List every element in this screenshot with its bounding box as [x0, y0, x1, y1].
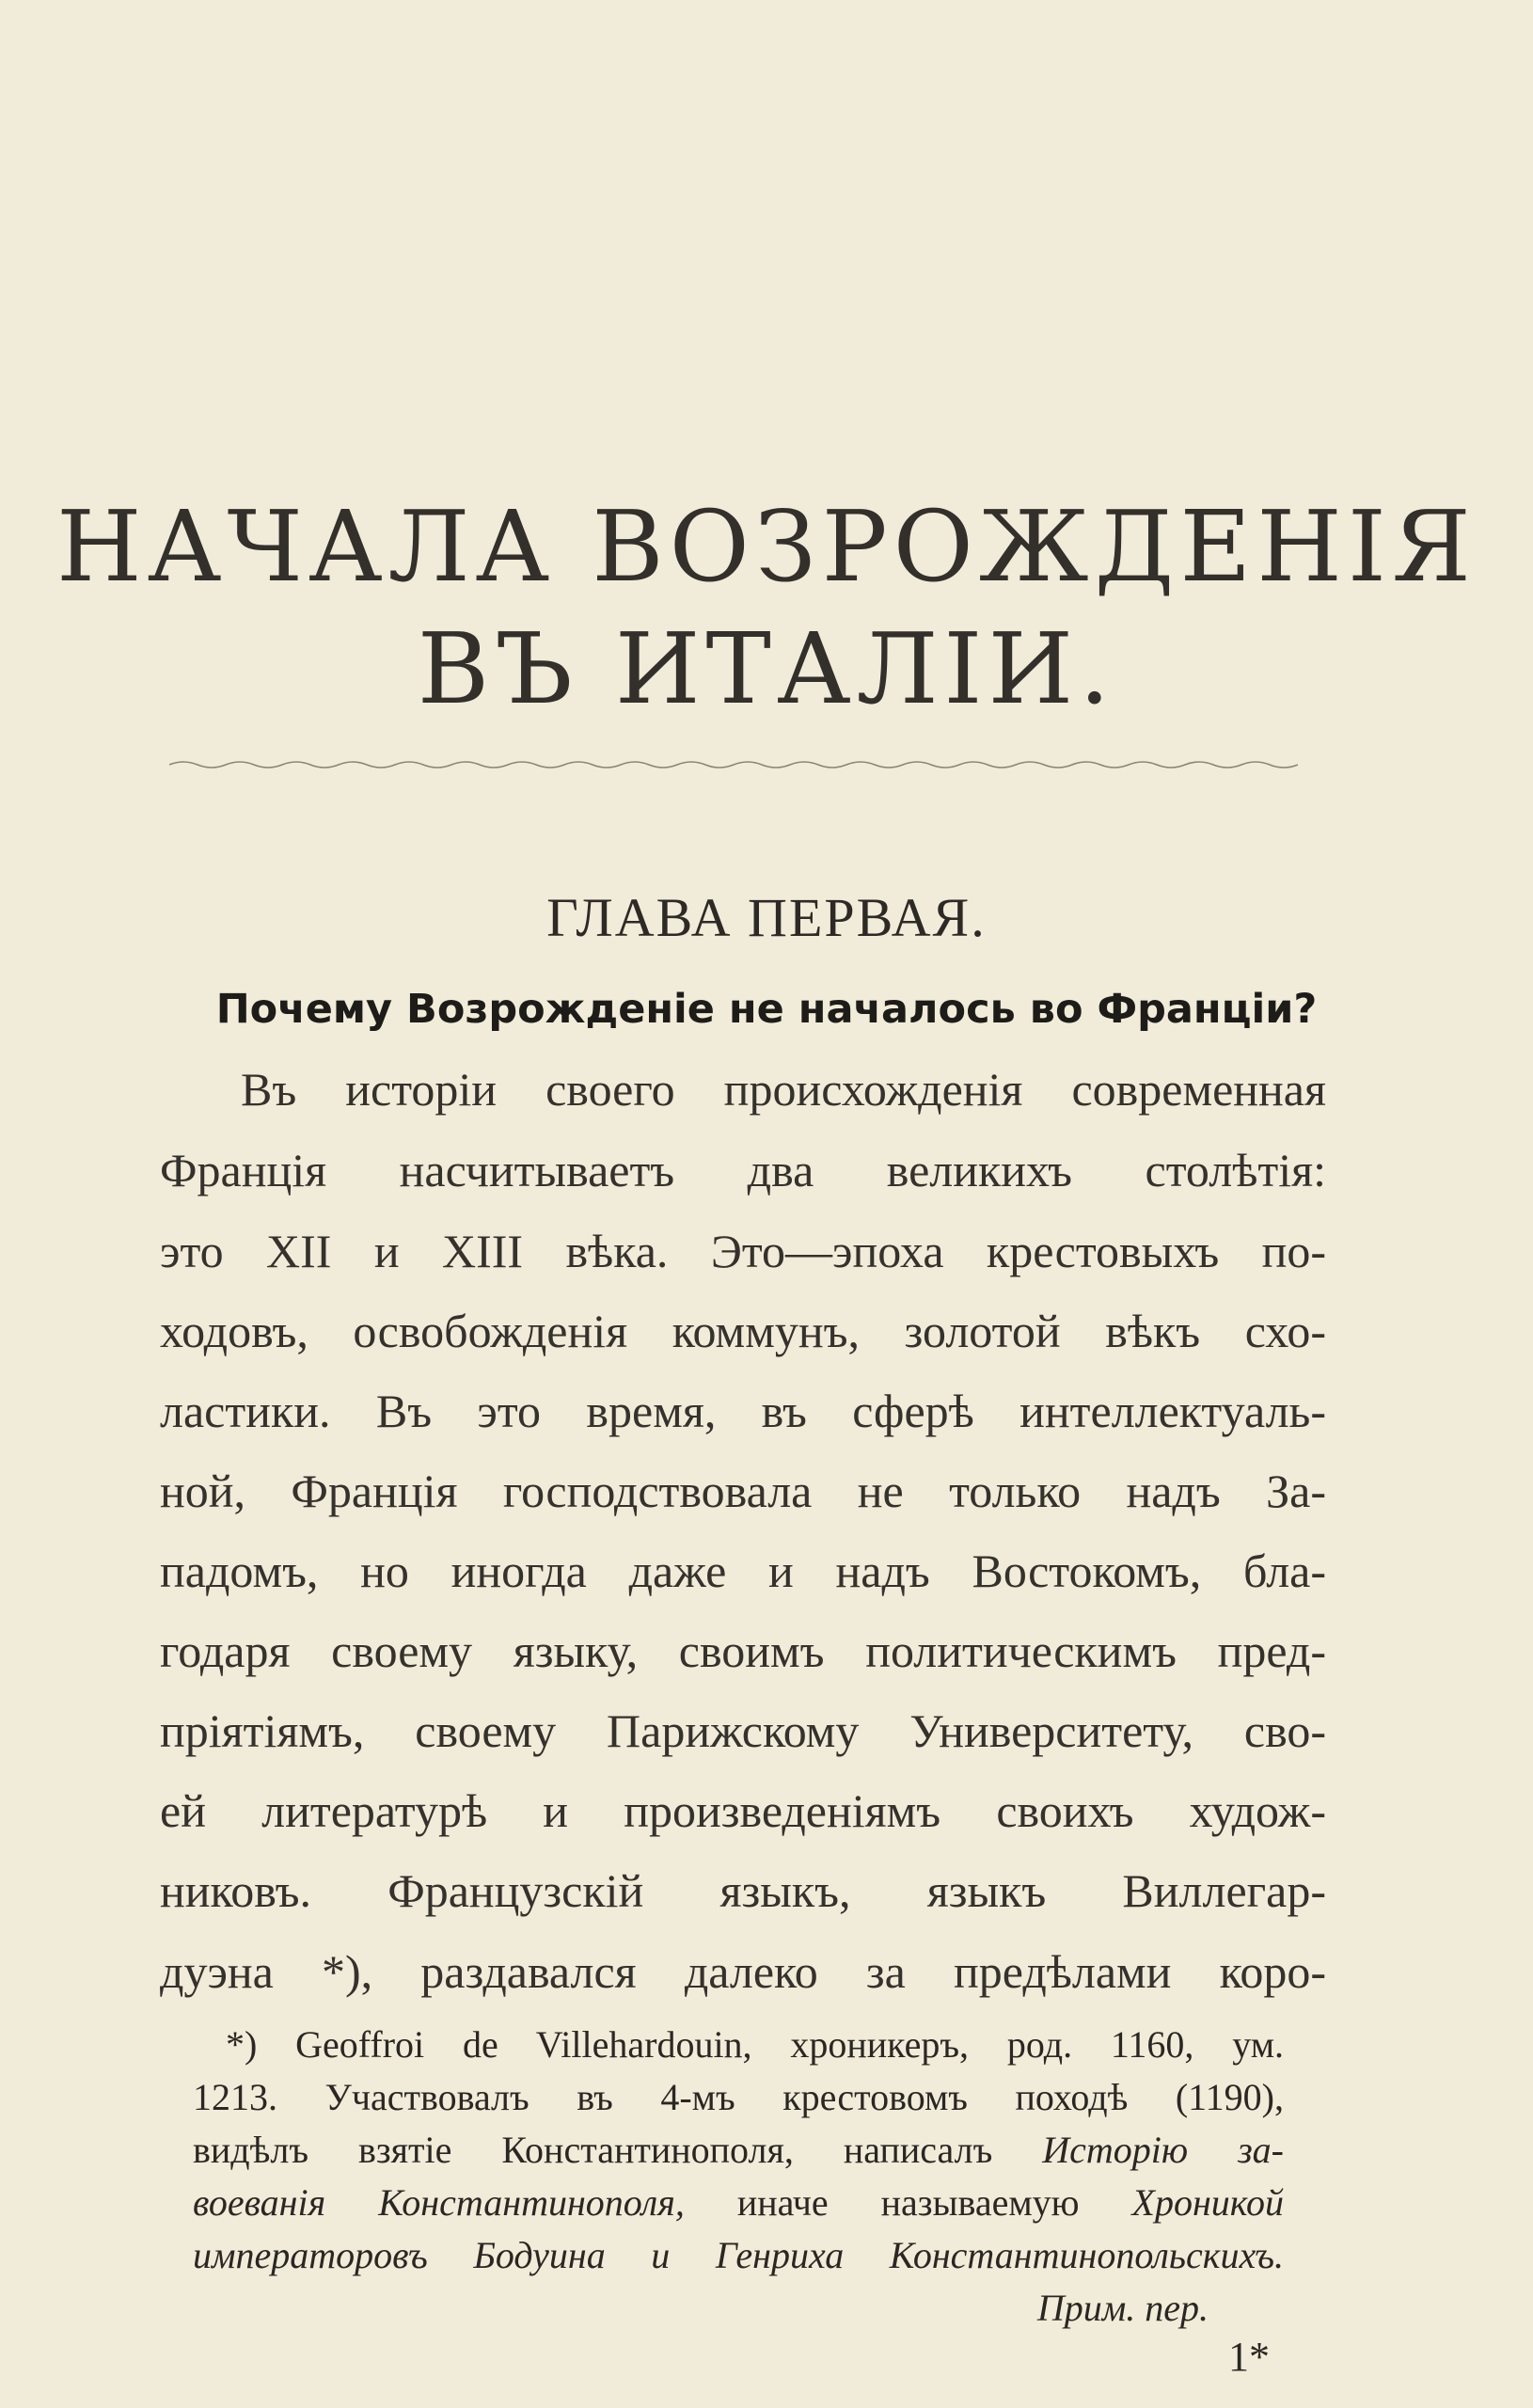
body-line-4: ходовъ, освобожденія коммунъ, золотой вѣкъ схо-	[160, 1305, 1326, 1357]
footnote-note: Прим. пер.	[1036, 2287, 1209, 2329]
body-line-8: годаря своему языку, своимъ политическимъ пред-	[160, 1624, 1326, 1677]
footnote-line-3	[193, 2128, 1284, 2173]
body-line-5: ластики. Въ это время, въ сферѣ интеллектуаль-	[160, 1385, 1326, 1437]
footnote-line-4	[193, 2180, 1284, 2226]
body-line-9: пріятіямъ, своему Парижскому Университету, сво-	[160, 1704, 1326, 1757]
footnote-line-4-italic-a: воеванія Константинополя,	[193, 2181, 685, 2224]
footnote-line-4-text: иначе называемую	[736, 2181, 1080, 2224]
body-line-12: дуэна *), раздавался далеко за предѣлами коро-	[160, 1945, 1326, 1998]
ornamental-rule	[169, 758, 1298, 771]
body-line-10: ей литературѣ и произведеніямъ своихъ худож-	[160, 1784, 1326, 1837]
footnote-line-3-text: видѣлъ взятіе Константинополя, написалъ	[193, 2129, 993, 2171]
signature-mark: 1*	[1228, 2334, 1270, 2380]
chapter-subtitle: Почему Возрожденіе не началось во Франціи?	[215, 986, 1318, 1033]
body-line-2: Франція насчитываетъ два великихъ столѣтія:	[160, 1144, 1326, 1196]
footnote-line-4-italic-b: Хроникой	[1131, 2181, 1284, 2224]
book-title-line-1: НАЧАЛА ВОЗРОЖДЕНІЯ	[55, 489, 1478, 604]
body-line-7: падомъ, но иногда даже и надъ Востокомъ, бла-	[160, 1545, 1326, 1597]
chapter-heading: ГЛАВА ПЕРВАЯ.	[546, 887, 987, 948]
body-line-1: Въ исторіи своего происхожденія современная	[241, 1063, 1326, 1116]
body-line-11: никовъ. Французскій языкъ, языкъ Виллегар-	[160, 1864, 1326, 1917]
body-line-3: это XII и XIII вѣка. Это—эпоха крестовыхъ по-	[160, 1225, 1326, 1277]
footnote-line-5: императоровъ Бодуина и Генриха Константинопольскихъ.	[193, 2234, 1284, 2276]
footnote-line-3-italic: Исторію за-	[1042, 2129, 1285, 2171]
footnote-line-1: *) Geoffroi de Villehardouin, хроникеръ, род. 1160, ум.	[226, 2023, 1284, 2066]
body-line-6: ной, Франція господствовала не только надъ За-	[160, 1465, 1326, 1517]
book-title-line-2: ВЪ ИТАЛІИ.	[417, 611, 1116, 726]
footnote-line-2: 1213. Участвовалъ въ 4-мъ крестовомъ походѣ (1190),	[193, 2076, 1284, 2118]
